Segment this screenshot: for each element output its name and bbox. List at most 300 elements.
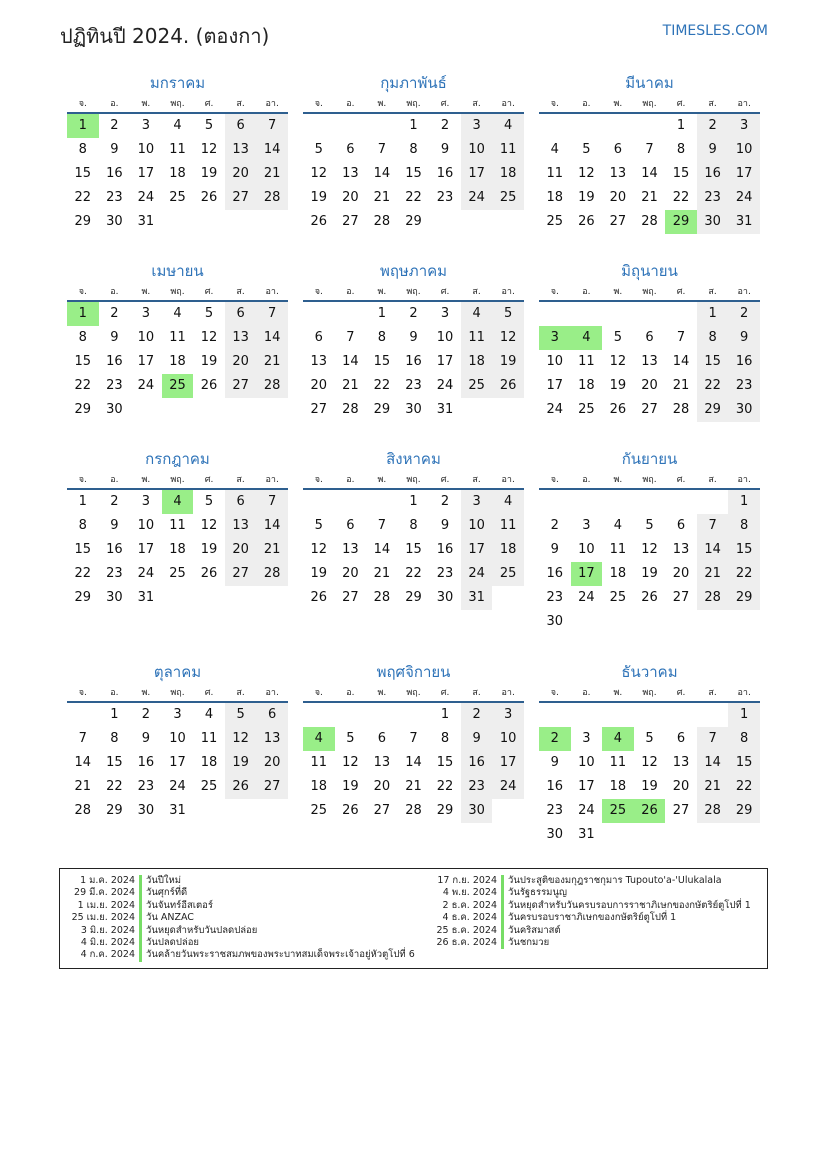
day-cell: 11 xyxy=(461,326,493,350)
day-cell: 7 xyxy=(78,731,87,746)
day-cell: 29 xyxy=(436,803,454,818)
legend-color-bar xyxy=(139,912,142,924)
day-cell: 3 xyxy=(582,518,591,533)
legend-name: วันประสูติของมกุฎราชกุมาร Tupouto'a-'Ulukalala xyxy=(508,875,722,886)
empty-cell xyxy=(335,490,367,514)
day-cell: 19 xyxy=(492,350,524,374)
day-cell: 25 xyxy=(200,779,218,794)
month-name: สิงหาคม xyxy=(386,450,441,468)
day-cell: 13 xyxy=(373,755,391,770)
weekday-label: ส. xyxy=(236,287,245,297)
day-cell: 6 xyxy=(377,731,387,746)
site-link[interactable]: TIMESLES.COM xyxy=(662,23,768,39)
day-cell: 18 xyxy=(461,350,493,374)
day-cell: 19 xyxy=(200,542,218,557)
empty-cell xyxy=(539,703,571,727)
day-cell: 20 xyxy=(373,779,391,794)
day-cell: 24 xyxy=(137,566,155,581)
weekday-label: พ. xyxy=(377,287,387,297)
weekday-label: อา. xyxy=(737,99,751,109)
day-cell: 10 xyxy=(578,755,595,770)
day-cell: 14 xyxy=(405,755,422,770)
weekday-header xyxy=(67,96,288,114)
day-cell: 11 xyxy=(609,542,627,557)
day-cell: 13 xyxy=(609,166,627,181)
empty-cell xyxy=(665,490,697,514)
weekday-label: จ. xyxy=(78,99,87,109)
weekday-label: ส. xyxy=(236,99,245,109)
empty-cell xyxy=(303,703,335,727)
day-cell: 10 xyxy=(492,727,524,751)
day-cell: 21 xyxy=(373,566,391,581)
day-cell: 7 xyxy=(377,518,387,533)
legend-item xyxy=(433,887,751,899)
day-cell: 18 xyxy=(310,779,328,794)
day-cell: 4 xyxy=(492,490,524,514)
day-cell: 18 xyxy=(492,538,524,562)
month-name: พฤศจิกายน xyxy=(376,663,451,681)
weekday-label: อ. xyxy=(110,99,119,109)
month-name: ตุลาคม xyxy=(153,663,202,681)
day-cell: 29 xyxy=(728,799,760,823)
legend-color-bar xyxy=(139,887,142,899)
legend-date: 25 เม.ย. 2024 xyxy=(71,912,135,924)
day-cell: 4 xyxy=(204,707,214,722)
legend-date: 3 มิ.ย. 2024 xyxy=(80,924,135,936)
legend-date: 17 ก.ย. 2024 xyxy=(437,875,497,886)
weekday-label: พ. xyxy=(141,688,151,698)
day-cell: 25 xyxy=(578,402,595,417)
empty-cell xyxy=(366,490,398,514)
day-cell: 29 xyxy=(74,214,92,229)
weekday-header xyxy=(303,472,524,490)
day-cell: 26 xyxy=(492,374,524,398)
day-cell: 28 xyxy=(641,214,658,229)
day-cell: 5 xyxy=(225,703,257,727)
legend-column-right xyxy=(433,875,751,949)
weekday-label: อ. xyxy=(582,99,591,109)
day-cell: 6 xyxy=(256,703,288,727)
day-cell: 3 xyxy=(461,490,493,514)
day-cell: 18 xyxy=(609,779,627,794)
weekday-label: พ. xyxy=(377,688,387,698)
day-cell: 13 xyxy=(225,138,257,162)
empty-cell xyxy=(602,114,634,138)
day-cell: 17 xyxy=(546,378,564,393)
day-cell: 24 xyxy=(492,775,524,799)
legend-date: 4 ก.ค. 2024 xyxy=(80,949,135,961)
day-cell: 30 xyxy=(728,398,760,422)
month-name: กันยายน xyxy=(621,450,678,468)
empty-cell xyxy=(634,490,666,514)
empty-cell xyxy=(602,703,634,727)
legend-color-bar xyxy=(501,912,504,924)
day-cell: 21 xyxy=(373,190,391,205)
weekday-label: อ. xyxy=(110,688,119,698)
day-cell: 18 xyxy=(492,162,524,186)
day-cell: 27 xyxy=(225,374,257,398)
days-grid xyxy=(67,703,288,823)
day-cell: 7 xyxy=(676,330,686,345)
day-cell: 9 xyxy=(110,142,119,157)
day-cell: 20 xyxy=(342,566,359,581)
day-cell: 13 xyxy=(225,514,257,538)
weekday-label: พฤ. xyxy=(170,99,185,109)
day-cell: 5 xyxy=(582,142,591,157)
weekday-header xyxy=(303,96,524,114)
day-cell: 5 xyxy=(613,330,623,345)
day-cell: 15 xyxy=(672,166,690,181)
empty-cell xyxy=(602,302,634,326)
empty-cell xyxy=(571,703,603,727)
day-cell: 12 xyxy=(200,330,218,345)
day-cell: 12 xyxy=(310,166,328,181)
day-cell: 24 xyxy=(137,190,155,205)
holiday-cell: 1 xyxy=(67,302,99,326)
day-cell: 17 xyxy=(461,162,493,186)
day-cell: 27 xyxy=(609,214,627,229)
legend-name: วันปีใหม่ xyxy=(146,875,182,886)
day-cell: 20 xyxy=(609,190,627,205)
day-cell: 24 xyxy=(461,186,493,210)
weekday-label: ส. xyxy=(708,475,717,485)
day-cell: 15 xyxy=(436,755,454,770)
month-block xyxy=(303,446,524,610)
day-cell: 21 xyxy=(672,378,690,393)
day-cell: 17 xyxy=(436,354,454,369)
weekday-label: พ. xyxy=(141,287,151,297)
day-cell: 12 xyxy=(200,518,218,533)
legend-color-bar xyxy=(139,925,142,937)
day-cell: 3 xyxy=(728,114,760,138)
day-cell: 25 xyxy=(492,186,524,210)
empty-cell xyxy=(303,114,335,138)
day-cell: 14 xyxy=(697,538,729,562)
weekday-label: อา. xyxy=(501,688,515,698)
day-cell: 11 xyxy=(200,731,218,746)
legend-date: 1 ม.ค. 2024 xyxy=(80,875,135,886)
day-cell: 28 xyxy=(256,374,288,398)
empty-cell xyxy=(398,703,430,727)
day-cell: 19 xyxy=(342,779,359,794)
month-block xyxy=(303,659,524,823)
empty-cell xyxy=(303,490,335,514)
day-cell: 17 xyxy=(169,755,186,770)
legend-date: 1 เม.ย. 2024 xyxy=(77,899,135,911)
weekday-label: พฤ. xyxy=(406,688,421,698)
day-cell: 9 xyxy=(110,518,119,533)
weekday-label: พ. xyxy=(613,99,623,109)
day-cell: 6 xyxy=(314,330,323,345)
day-cell: 25 xyxy=(461,374,493,398)
day-cell: 7 xyxy=(377,142,387,157)
day-cell: 24 xyxy=(578,803,595,818)
day-cell: 17 xyxy=(137,354,155,369)
day-cell: 27 xyxy=(342,214,359,229)
day-cell: 23 xyxy=(405,378,422,393)
weekday-label: พฤ. xyxy=(406,287,421,297)
day-cell: 9 xyxy=(440,518,450,533)
day-cell: 21 xyxy=(697,562,729,586)
weekday-label: พฤ. xyxy=(406,475,421,485)
day-cell: 27 xyxy=(342,590,359,605)
weekday-label: พ. xyxy=(141,99,151,109)
day-cell: 22 xyxy=(405,190,422,205)
legend-item xyxy=(433,925,751,937)
weekday-label: ศ. xyxy=(204,99,214,109)
day-cell: 15 xyxy=(74,166,92,181)
legend-color-bar xyxy=(501,937,504,949)
weekday-label: พฤ. xyxy=(170,688,185,698)
day-cell: 25 xyxy=(609,590,627,605)
empty-cell xyxy=(539,302,571,326)
day-cell: 15 xyxy=(74,542,92,557)
day-cell: 23 xyxy=(106,378,123,393)
legend-item xyxy=(433,912,751,924)
day-cell: 5 xyxy=(314,518,323,533)
empty-cell xyxy=(634,703,666,727)
legend-item xyxy=(433,875,751,887)
day-cell: 21 xyxy=(256,538,288,562)
month-name: พฤษภาคม xyxy=(379,262,448,280)
day-cell: 24 xyxy=(461,562,493,586)
day-cell: 7 xyxy=(256,490,288,514)
day-cell: 19 xyxy=(310,566,328,581)
day-cell: 8 xyxy=(78,330,87,345)
day-cell: 6 xyxy=(346,518,355,533)
legend-name: วันศุกร์ที่ดี xyxy=(146,887,188,899)
weekday-label: ศ. xyxy=(440,99,450,109)
day-cell: 20 xyxy=(225,350,257,374)
day-cell: 10 xyxy=(461,514,493,538)
weekday-label: อา. xyxy=(265,688,279,698)
day-cell: 11 xyxy=(169,142,186,157)
day-cell: 12 xyxy=(225,727,257,751)
days-grid xyxy=(67,302,288,422)
day-cell: 7 xyxy=(697,727,729,751)
day-cell: 9 xyxy=(728,326,760,350)
days-grid xyxy=(539,302,760,422)
holiday-cell: 3 xyxy=(539,326,571,350)
day-cell: 18 xyxy=(578,378,595,393)
day-cell: 10 xyxy=(436,330,454,345)
day-cell: 28 xyxy=(373,590,391,605)
day-cell: 7 xyxy=(697,514,729,538)
day-cell: 10 xyxy=(461,138,493,162)
holiday-cell: 26 xyxy=(634,799,666,823)
weekday-label: จ. xyxy=(78,287,87,297)
day-cell: 11 xyxy=(546,166,564,181)
weekday-label: จ. xyxy=(550,99,559,109)
day-cell: 11 xyxy=(609,755,627,770)
day-cell: 9 xyxy=(550,542,559,557)
day-cell: 22 xyxy=(436,779,454,794)
legend-column-left xyxy=(71,875,415,962)
day-cell: 12 xyxy=(641,542,658,557)
day-cell: 28 xyxy=(405,803,422,818)
legend-item xyxy=(71,887,415,899)
day-cell: 27 xyxy=(310,402,328,417)
day-cell: 10 xyxy=(169,731,186,746)
day-cell: 14 xyxy=(256,514,288,538)
day-cell: 4 xyxy=(173,306,182,321)
day-cell: 10 xyxy=(728,138,760,162)
weekday-label: อา. xyxy=(501,475,515,485)
weekday-header xyxy=(303,685,524,703)
day-cell: 9 xyxy=(697,138,729,162)
day-cell: 15 xyxy=(405,542,422,557)
day-cell: 12 xyxy=(492,326,524,350)
day-cell: 20 xyxy=(225,538,257,562)
day-cell: 22 xyxy=(405,566,422,581)
weekday-label: อา. xyxy=(501,287,515,297)
day-cell: 29 xyxy=(373,402,391,417)
weekday-label: จ. xyxy=(314,287,323,297)
day-cell: 2 xyxy=(697,114,729,138)
month-block xyxy=(303,70,524,234)
legend-name: วันรัฐธรรมนูญ xyxy=(508,887,568,899)
day-cell: 1 xyxy=(728,703,760,727)
day-cell: 9 xyxy=(440,142,450,157)
day-cell: 19 xyxy=(225,751,257,775)
days-grid xyxy=(67,114,288,234)
day-cell: 26 xyxy=(225,775,257,799)
day-cell: 13 xyxy=(641,354,658,369)
weekday-label: ศ. xyxy=(204,287,214,297)
empty-cell xyxy=(67,703,99,727)
legend-item xyxy=(433,937,751,949)
day-cell: 21 xyxy=(342,378,359,393)
day-cell: 22 xyxy=(728,775,760,799)
day-cell: 15 xyxy=(405,166,422,181)
weekday-label: อา. xyxy=(737,688,751,698)
day-cell: 16 xyxy=(405,354,422,369)
day-cell: 18 xyxy=(169,166,186,181)
weekday-label: จ. xyxy=(550,688,559,698)
month-block xyxy=(67,446,288,610)
legend-color-bar xyxy=(139,937,142,949)
weekday-label: ศ. xyxy=(204,688,214,698)
empty-cell xyxy=(539,114,571,138)
day-cell: 23 xyxy=(436,190,454,205)
day-cell: 23 xyxy=(436,566,454,581)
day-cell: 5 xyxy=(204,494,214,509)
weekday-label: อา. xyxy=(501,99,515,109)
weekday-label: ส. xyxy=(472,475,481,485)
day-cell: 8 xyxy=(409,142,418,157)
day-cell: 22 xyxy=(74,566,92,581)
day-cell: 24 xyxy=(578,590,595,605)
empty-cell xyxy=(697,490,729,514)
legend-name: วันหยุดสำหรับวันครบรอบการราชาภิเษกของกษัตริย์ตูโปที่ 1 xyxy=(508,899,751,911)
day-cell: 10 xyxy=(137,330,155,345)
day-cell: 17 xyxy=(728,162,760,186)
day-cell: 16 xyxy=(461,751,493,775)
month-name: ธันวาคม xyxy=(621,663,678,681)
day-cell: 15 xyxy=(106,755,123,770)
day-cell: 20 xyxy=(225,162,257,186)
day-cell: 26 xyxy=(200,566,218,581)
day-cell: 26 xyxy=(641,590,658,605)
month-name: มิถุนายน xyxy=(621,262,678,280)
day-cell: 14 xyxy=(373,166,391,181)
weekday-label: จ. xyxy=(78,475,87,485)
weekday-header xyxy=(67,685,288,703)
day-cell: 30 xyxy=(106,402,123,417)
day-cell: 27 xyxy=(373,803,391,818)
weekday-label: พฤ. xyxy=(406,99,421,109)
day-cell: 17 xyxy=(578,779,595,794)
day-cell: 9 xyxy=(550,755,559,770)
day-cell: 6 xyxy=(225,490,257,514)
day-cell: 24 xyxy=(436,378,454,393)
day-cell: 19 xyxy=(310,190,328,205)
legend-color-bar xyxy=(139,900,142,912)
holiday-cell: 4 xyxy=(303,727,335,751)
day-cell: 29 xyxy=(106,803,123,818)
day-cell: 7 xyxy=(645,142,654,157)
day-cell: 3 xyxy=(461,114,493,138)
day-cell: 12 xyxy=(342,755,359,770)
day-cell: 30 xyxy=(137,803,155,818)
weekday-header xyxy=(67,472,288,490)
day-cell: 30 xyxy=(106,214,123,229)
day-cell: 26 xyxy=(200,378,218,393)
day-cell: 1 xyxy=(78,494,87,509)
day-cell: 16 xyxy=(106,542,123,557)
day-cell: 28 xyxy=(256,186,288,210)
empty-cell xyxy=(335,302,367,326)
month-block xyxy=(539,70,760,234)
day-cell: 3 xyxy=(582,731,591,746)
weekday-label: พ. xyxy=(377,99,387,109)
legend-item xyxy=(71,925,415,937)
day-cell: 14 xyxy=(641,166,658,181)
weekday-label: อ. xyxy=(582,287,591,297)
month-block xyxy=(67,659,288,823)
weekday-label: อ. xyxy=(110,287,119,297)
day-cell: 1 xyxy=(409,494,418,509)
day-cell: 3 xyxy=(141,306,151,321)
day-cell: 20 xyxy=(310,378,328,393)
weekday-label: อ. xyxy=(110,475,119,485)
weekday-label: พ. xyxy=(141,475,151,485)
weekday-label: อา. xyxy=(265,475,279,485)
day-cell: 27 xyxy=(672,803,690,818)
day-cell: 25 xyxy=(546,214,564,229)
weekday-header xyxy=(539,685,760,703)
day-cell: 15 xyxy=(373,354,391,369)
day-cell: 31 xyxy=(169,803,186,818)
day-cell: 8 xyxy=(78,518,87,533)
day-cell: 15 xyxy=(728,751,760,775)
legend-color-bar xyxy=(501,887,504,899)
day-cell: 23 xyxy=(461,775,493,799)
legend-date: 4 พ.ย. 2024 xyxy=(442,887,497,899)
legend-name: วันปลดปล่อย xyxy=(146,936,199,948)
day-cell: 19 xyxy=(609,378,627,393)
empty-cell xyxy=(634,302,666,326)
day-cell: 10 xyxy=(546,354,564,369)
day-cell: 22 xyxy=(728,562,760,586)
weekday-label: พฤ. xyxy=(642,688,657,698)
day-cell: 20 xyxy=(342,190,359,205)
legend-name: วันครบรอบราชาภิเษกของกษัตริย์ตูโปที่ 1 xyxy=(508,912,677,924)
day-cell: 17 xyxy=(137,166,155,181)
day-cell: 4 xyxy=(173,118,182,133)
weekday-label: อ. xyxy=(346,688,355,698)
day-cell: 11 xyxy=(310,755,328,770)
